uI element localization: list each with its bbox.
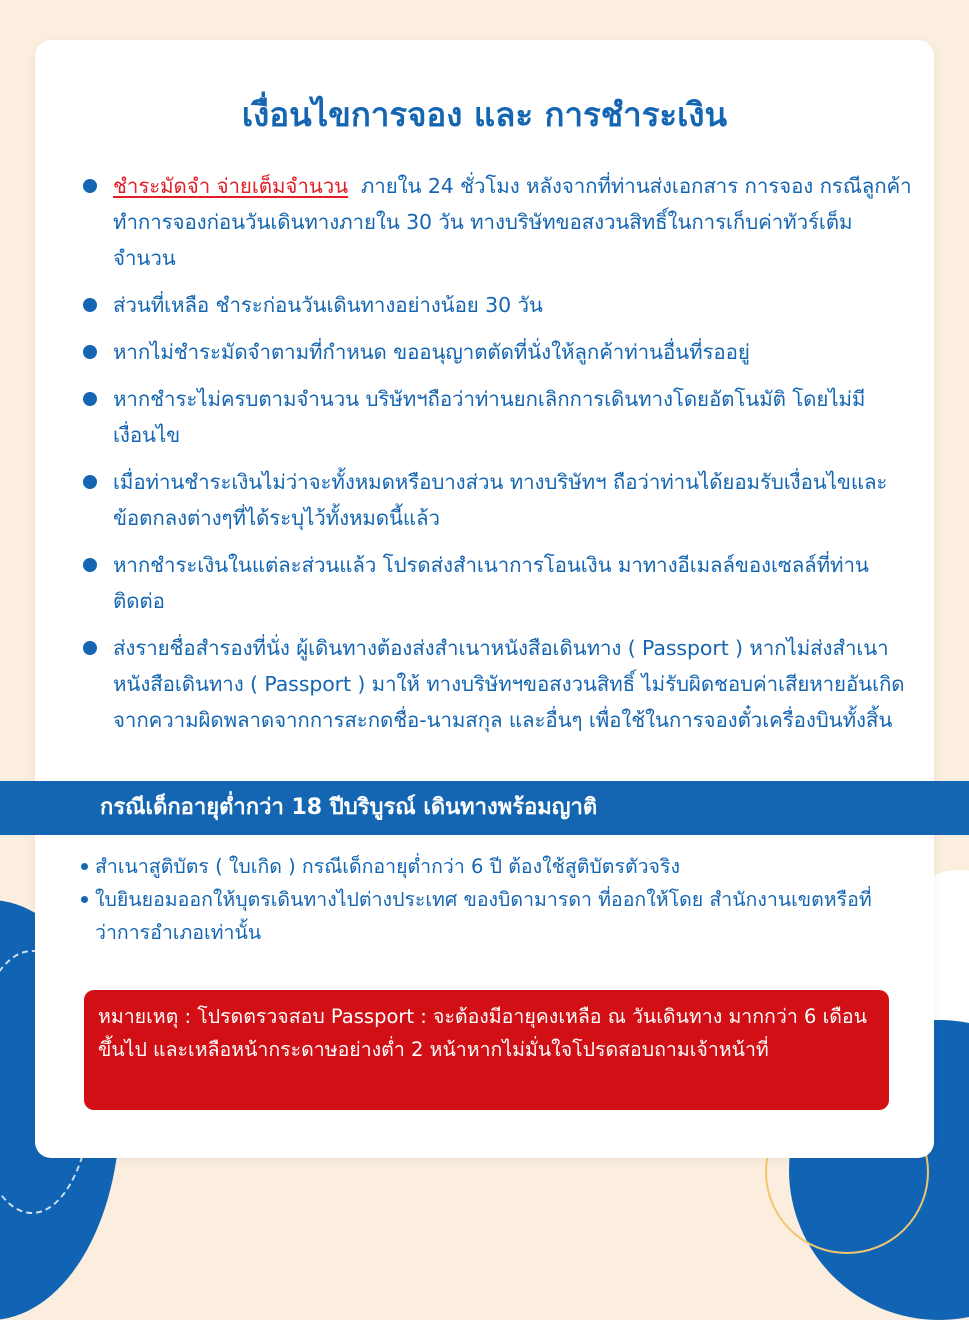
term-text: หากชำระไม่ครบตามจำนวน บริษัทฯถือว่าท่านยกเลิกการเดินทางโดยอัตโนมัติ โดยไม่มีเงื่อนไข (113, 387, 866, 447)
term-item (113, 287, 913, 323)
term-text: ภายใน 24 ชั่วโมง หลังจากที่ท่านส่งเอกสาร การจอง กรณีลูกค้าทำการจองก่อนวันเดินทางภายใน 30 วัน ทางบริษัทขอสงวนสิทธิ์ในการเก็บค่าทัวร์เต็มจำนวน (113, 174, 912, 270)
bullet-icon (83, 392, 97, 406)
term-item (113, 168, 913, 276)
term-item (113, 381, 913, 453)
child-item-text: สำเนาสูติบัตร ( ใบเกิด ) กรณีเด็กอายุต่ำกว่า 6 ปี ต้องใช้สูติบัตรตัวจริง (95, 855, 680, 878)
term-item (113, 334, 913, 370)
bullet-icon (83, 179, 97, 193)
term-lead: ชำระมัดจำ จ่ายเต็มจำนวน (113, 174, 349, 198)
term-text: ส่งรายชื่อสำรองที่นั่ง ผู้เดินทางต้องส่งสำเนาหนังสือเดินทาง ( Passport ) หากไม่ส่งสำเนาหนังสือเดินทาง ( Passport ) มาให้ ทางบริษัทฯขอสงวนสิทธิ์ ไม่รับผิดชอบค่าเสียหายอันเกิดจากความผิดพลาดจากการสะกดชื่อ-นามสกุล และอื่นๆ เพื่อใช้ในการจองตั๋วเครื่องบินทั้งสิ้น (113, 636, 905, 732)
bullet-icon (81, 863, 88, 870)
child-requirements-list (95, 850, 875, 949)
term-text: ส่วนที่เหลือ ชำระก่อนวันเดินทางอย่างน้อย 30 วัน (113, 293, 543, 317)
term-text: เมื่อท่านชำระเงินไม่ว่าจะทั้งหมดหรือบางส่วน ทางบริษัทฯ ถือว่าท่านได้ยอมรับเงื่อนไขและข้อตกลงต่างๆที่ได้ระบุไว้ทั้งหมดนี้แล้ว (113, 470, 888, 530)
child-section-heading: กรณีเด็กอายุต่ำกว่า 18 ปีบริบูรณ์ เดินทางพร้อมญาติ (100, 795, 598, 820)
page-title: เงื่อนไขการจอง และ การชำระเงิน (241, 95, 728, 134)
bullet-icon (83, 475, 97, 489)
term-text: หากชำระเงินในแต่ละส่วนแล้ว โปรดส่งสำเนาการโอนเงิน มาทางอีเมลล์ของเซลล์ที่ท่านติดต่อ (113, 553, 869, 613)
child-item-text: ใบยินยอมออกให้บุตรเดินทางไปต่างประเทศ ของบิดามารดา ที่ออกให้โดย สำนักงานเขตหรือที่ว่าการอำเภอเท่านั้น (95, 888, 872, 944)
term-item (113, 630, 913, 738)
term-text: หากไม่ชำระมัดจำตามที่กำหนด ขออนุญาตตัดที่นั่งให้ลูกค้าท่านอื่นที่รออยู่ (113, 340, 750, 364)
list-item (95, 850, 875, 883)
bullet-icon (83, 345, 97, 359)
bullet-icon (83, 641, 97, 655)
passport-note: หมายเหตุ : โปรดตรวจสอบ Passport : จะต้องมีอายุคงเหลือ ณ วันเดินทาง มากกว่า 6 เดือนขึ้นไป และเหลือหน้ากระดาษอย่างต่ำ 2 หน้าหากไม่มั่นใจโปรดสอบถามเจ้าหน้าที่ (84, 990, 889, 1110)
bullet-icon (83, 558, 97, 572)
child-section-banner (0, 781, 969, 835)
terms-list (113, 168, 913, 749)
term-item (113, 547, 913, 619)
bullet-icon (81, 896, 88, 903)
term-item (113, 464, 913, 536)
bullet-icon (83, 298, 97, 312)
list-item (95, 883, 875, 949)
terms-card (35, 40, 934, 1158)
